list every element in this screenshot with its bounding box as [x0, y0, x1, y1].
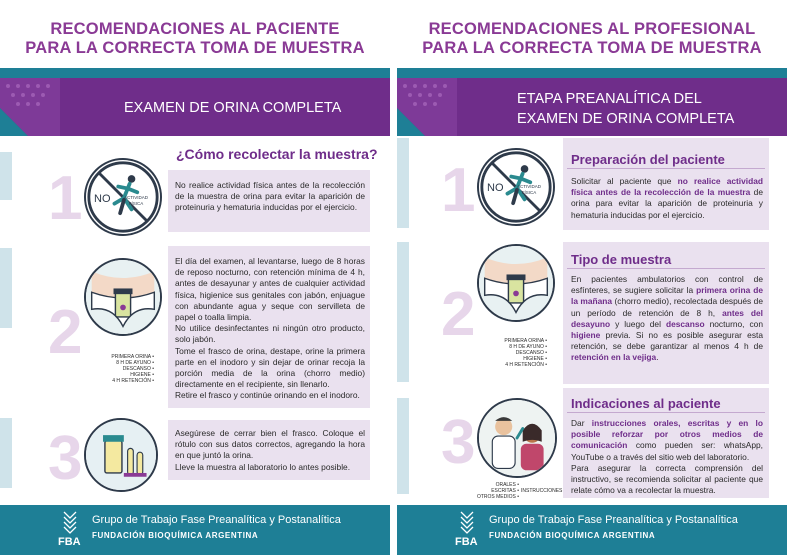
- text-run: Solicitar al paciente que: [571, 176, 678, 186]
- paragraph: No utilice desinfectantes ni ningún otro producto, solo jabón.: [175, 323, 365, 345]
- text-run: previa. Si no es posible asegurar esta retención, se debe garantizar al menos 4 h de: [571, 330, 763, 352]
- doctor-patient-icon: [477, 398, 557, 478]
- fba-logo-text: FBA: [58, 536, 81, 548]
- title-line-1: RECOMENDACIONES AL PACIENTE: [50, 20, 340, 38]
- footer-org-name: FUNDACIÓN BIOQUÍMICA ARGENTINA: [92, 531, 259, 540]
- highlight-text: instrucciones orales, escritas y en lo posible reforzar por otros medios de comunicación: [571, 418, 763, 451]
- section-number: 3: [441, 408, 476, 477]
- highlight-text: antes del desayuno: [571, 307, 763, 329]
- text-run: Dar: [571, 418, 592, 428]
- activity-label-2: FÍSICA: [521, 190, 537, 195]
- stage-title: [517, 89, 734, 129]
- footer-group-name: Grupo de Trabajo Fase Preanalítica y Postanalítica: [92, 514, 341, 526]
- step-number: 1: [48, 164, 83, 233]
- label-item: HIGIENE •: [523, 356, 547, 362]
- section-1-text: [571, 176, 763, 221]
- text-run: .: [656, 352, 659, 363]
- activity-label-2: FÍSICA: [128, 201, 144, 206]
- no-label: NO: [94, 193, 111, 205]
- teal-band: [397, 68, 787, 78]
- text-run: de orina para evitar la aparición de proteinuria y hematuria inducidas por el ejercicio.: [571, 187, 763, 220]
- professional-panel: [397, 0, 787, 555]
- side-accent: [0, 248, 12, 328]
- label-item: 8 H DE AYUNO •: [509, 344, 547, 350]
- title-line-2: PARA LA CORRECTA TOMA DE MUESTRA: [25, 39, 365, 57]
- no-label: NO: [487, 182, 504, 194]
- label-item: 4 H RETENCIÓN •: [112, 378, 154, 384]
- urine-cup-icon: [477, 244, 555, 322]
- label-item: HIGIENE •: [130, 372, 154, 378]
- paragraph: El día del examen, al levantarse, luego de 8 horas de reposo nocturno, con retención mínima de 4 h, antes de desayunar y antes de cualquier actividad física, higienice sus genitales con jabón, enjuague con abundante agua y seque con servilleta de papel o toalla limpia.: [175, 256, 365, 323]
- label-item: PRIMERA ORINA •: [504, 338, 547, 344]
- divider: [567, 268, 765, 269]
- label-item: PRIMERA ORINA •: [111, 354, 154, 360]
- label-item: 8 H DE AYUNO •: [116, 360, 154, 366]
- stage-title-line-2: EXAMEN DE ORINA COMPLETA: [517, 111, 735, 127]
- patient-prep-heading: Preparación del paciente: [571, 152, 725, 167]
- side-accent: [397, 398, 409, 494]
- sample-type-heading: Tipo de muestra: [571, 252, 672, 267]
- stage-title-line-1: ETAPA PREANALÍTICA DEL: [517, 91, 702, 107]
- step-2-labels: [100, 354, 154, 384]
- label-item: DESCANSO •: [122, 366, 154, 372]
- highlight-text: no realice actividad física antes de la recolección de la muestra: [571, 176, 763, 198]
- section-number: 1: [441, 156, 476, 225]
- paragraph: Tome el frasco de orina, destape, orine la primera parte en el inodoro y sin dejar de orinar recoja la porción media de la orina (chorro medio) directamente en el recipiente, sin llenarlo.: [175, 345, 365, 390]
- exam-title: EXAMEN DE ORINA COMPLETA: [124, 100, 342, 116]
- label-item: ORALES •: [495, 482, 519, 488]
- paragraph: [571, 418, 763, 463]
- highlight-text: higiene: [571, 330, 601, 341]
- step-3-text: [175, 428, 365, 473]
- test-tubes-icon: [84, 418, 158, 492]
- professional-title: [397, 20, 787, 58]
- activity-label-1: ACTIVIDAD: [124, 195, 149, 200]
- instructions-label: INSTRUCCIONES: [521, 488, 563, 494]
- side-accent: [397, 242, 409, 382]
- text-run: nocturno, con: [704, 318, 764, 329]
- activity-label: [517, 184, 541, 196]
- title-line-1: RECOMENDACIONES AL PROFESIONAL: [428, 20, 756, 38]
- dots-decoration-icon: [0, 78, 60, 136]
- footer-org-name: FUNDACIÓN BIOQUÍMICA ARGENTINA: [489, 531, 656, 540]
- text-run: y luego del: [610, 318, 666, 329]
- patient-panel: [0, 0, 390, 555]
- paragraph: Asegúrese de cerrar bien el frasco. Coloque el rótulo con sus datos correctos, agregando la hora en que juntó la orina.: [175, 428, 365, 461]
- highlight-text: retención en la vejiga: [571, 352, 657, 363]
- step-number: 2: [48, 298, 83, 367]
- dots-decoration-icon: [397, 78, 457, 136]
- text-run: En pacientes ambulatorios con control de esfínteres, se sugiere solicitar la: [571, 274, 763, 296]
- label-item: ESCRITAS •: [491, 488, 519, 494]
- patient-title: [0, 20, 390, 58]
- label-item: DESCANSO •: [515, 350, 547, 356]
- label-item: 4 H RETENCIÓN •: [505, 362, 547, 368]
- side-accent: [0, 418, 12, 488]
- activity-label: [124, 195, 148, 207]
- section-3-text: [571, 418, 763, 496]
- text-run: como pueden ser: whatsApp, YouTube o a través del sitio web del laboratorio.: [571, 440, 763, 462]
- side-accent: [0, 152, 12, 200]
- text-run: (chorro medio), recolectada después de un período de retención de 8 h,: [571, 296, 763, 318]
- divider: [567, 168, 765, 169]
- section-2-text: [571, 274, 763, 364]
- paragraph: Lleve la muestra al laboratorio lo antes posible.: [175, 461, 351, 472]
- divider: [567, 412, 765, 413]
- label-item: OTROS MEDIOS •: [476, 494, 519, 500]
- how-to-collect-heading: ¿Cómo recolectar la muestra?: [176, 146, 378, 162]
- side-accent: [397, 138, 409, 228]
- urine-cup-icon: [84, 258, 162, 336]
- teal-band: [0, 68, 390, 78]
- patient-instructions-heading: Indicaciones al paciente: [571, 396, 721, 411]
- section-number: 2: [441, 280, 476, 349]
- section-3-labels: [475, 482, 519, 500]
- step-number: 3: [48, 424, 83, 493]
- fba-logo-text: FBA: [455, 536, 478, 548]
- title-line-2: PARA LA CORRECTA TOMA DE MUESTRA: [422, 39, 762, 57]
- paragraph: Retire el frasco y continúe orinando en el inodoro.: [175, 390, 360, 401]
- section-2-labels: [493, 338, 547, 368]
- activity-label-1: ACTIVIDAD: [517, 184, 542, 189]
- highlight-text: descanso: [665, 318, 705, 329]
- footer-group-name: Grupo de Trabajo Fase Preanalítica y Postanalítica: [489, 514, 738, 526]
- step-2-text: [175, 256, 365, 402]
- step-1-text: No realice actividad física antes de la recolección de la muestra de orina para evitar la aparición de proteinuria y hematuria inducidas por el ejercicio.: [175, 180, 365, 213]
- highlight-text: primera orina de la mañana: [571, 285, 763, 307]
- paragraph: Para asegurar la correcta comprensión del instructivo, se recomienda solicitar al paciente que relate cómo va a recolectar la muestra.: [571, 462, 763, 496]
